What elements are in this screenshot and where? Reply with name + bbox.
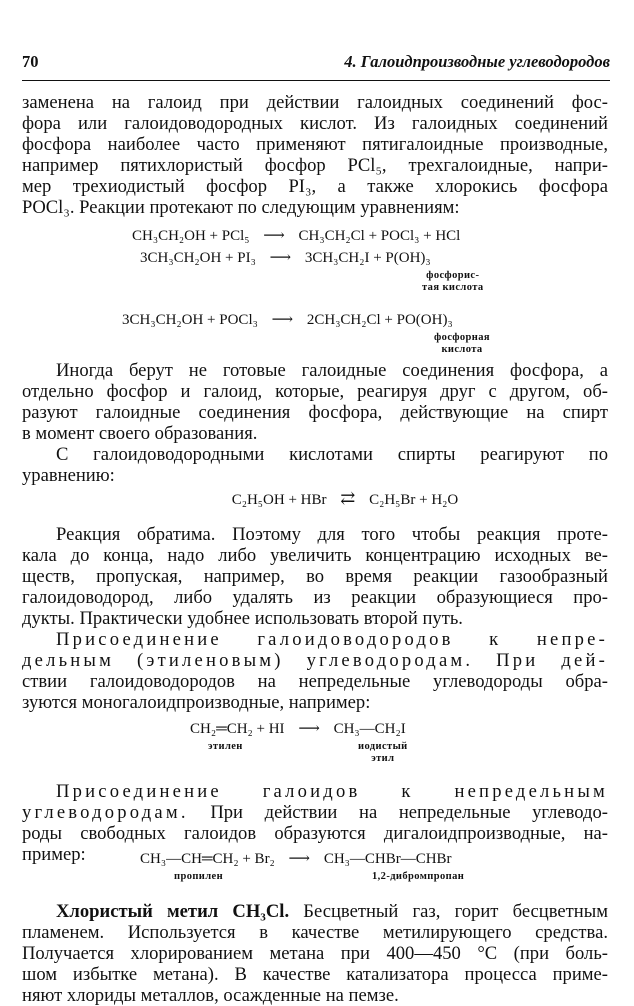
equation-left: CH₃—CH═CH₂ + Br₂: [140, 851, 275, 867]
note-ethylene: этилен: [208, 741, 243, 752]
running-title: 4. Галоидпроизводные углеводородов: [344, 52, 610, 71]
reaction-arrow: ⟶: [269, 250, 292, 266]
note-phosphorous-acid: фосфорис- тая кислота: [422, 270, 484, 293]
text-line: дукты. Практически удобнее использовать второй путь.: [22, 608, 463, 629]
text-line: [22, 901, 608, 922]
equation-propylene: [140, 849, 452, 869]
page-number: 70: [22, 52, 39, 71]
text-line: галоидоводород, либо удалять из реакции образующиеся про-: [22, 587, 608, 608]
paragraph-sometimes: [22, 360, 608, 444]
text-line: зуются моногалоидпроизводные, например:: [22, 692, 371, 713]
equation-hbr: [22, 488, 608, 510]
text-line: Реакция обратима. Поэтому для того чтобы реакция проте-: [56, 524, 608, 545]
equation-left: CH₂═CH₂ + HI: [190, 721, 285, 737]
spaced-heading-line: дельным (этиленовым) углеводородам. При дей-: [22, 650, 608, 671]
propylene-equation-block: [22, 849, 608, 889]
page-body: [22, 92, 608, 1006]
equilibrium-arrow: ⇄: [340, 488, 356, 508]
text-line: ществ, пропуская, например, во время реакции газообразный: [22, 566, 608, 587]
text-line: пример:: [22, 844, 86, 865]
header-rule: [22, 80, 610, 81]
equation-left: 3CH₃CH₂OH + PI₃: [140, 250, 256, 266]
text-part: Бесцветный газ, горит бесцветным: [289, 901, 608, 922]
text-line: отдельно фосфор и галоид, которые, реагируя друг с другом, об-: [22, 381, 608, 402]
paragraph-methyl-chloride: [22, 901, 608, 1006]
equation-left: C₂H₅OH + HBr: [231, 492, 327, 508]
spaced-heading-line: Присоединение галоидов к непредельным: [56, 781, 608, 802]
equation-left: 3CH₃CH₂OH + POCl₃: [122, 312, 258, 328]
equation-right: 2CH₃CH₂Cl + PO(OH)₃: [306, 312, 453, 328]
section-heading: Хлористый метил CH₃Cl.: [56, 901, 290, 922]
note-propylene: пропилен: [174, 871, 224, 882]
equation-pocl3: [122, 310, 453, 330]
text-line: уравнению:: [22, 465, 115, 486]
text-part: При действии на непредельные углеводо-: [188, 802, 608, 823]
note-ethyl-iodide: иодистый этил: [358, 741, 408, 764]
equation-left: CH₃CH₂OH + PCl₅: [132, 228, 250, 244]
spaced-heading-part: углеводородам.: [22, 802, 189, 823]
ethylene-equation-block: [22, 719, 608, 771]
equation-right: CH₃—CH₂I: [333, 721, 406, 737]
equation-right: C₂H₅Br + H₂O: [369, 492, 459, 508]
note-dibromopropane: 1,2-дибромпропан: [372, 871, 465, 882]
spaced-heading-line: Присоединение галоидоводородов к непре-: [56, 629, 608, 650]
text-line: шом избытке метана). В качестве катализатора процесса приме-: [22, 964, 608, 985]
reaction-arrow: ⟶: [263, 228, 285, 244]
text-line: мер трехиодистый фосфор PI₃, а также хлорокись фосфора: [22, 176, 608, 197]
text-line: заменена на галоид при действии галоидных соединений фос-: [22, 92, 608, 113]
text-line: няют хлориды металлов, осажденные на пемзе.: [22, 985, 399, 1006]
equation-pcl5: [132, 226, 460, 246]
reaction-arrow: ⟶: [271, 312, 294, 328]
text-line: Получается хлорированием метана при 400—450 °C (при боль-: [22, 943, 608, 964]
text-line: ствии галоидоводородов на непредельные углеводороды обра-: [22, 671, 608, 692]
text-line: пламенем. Используется в качестве метилирующего средства.: [22, 922, 608, 943]
text-line: например пятихлористый фосфор PCl₅, трехгалоидные, напри-: [22, 155, 608, 176]
reaction-arrow: ⟶: [298, 721, 320, 737]
text-line: кала до конца, надо либо увеличить концентрацию исходных ве-: [22, 545, 608, 566]
text-line: фосфора наиболее часто применяют пятигалоидные производные,: [22, 134, 608, 155]
text-line: фора или галоидоводородных кислот. Из галоидных соединений: [22, 113, 608, 134]
equation-right: CH₃CH₂Cl + POCl₃ + HCl: [298, 228, 461, 244]
text-line: роды свободных галоидов образуются дигалоидпроизводные, на-: [22, 823, 608, 844]
text-line: в момент своего образования.: [22, 423, 258, 444]
text-line: С галоидоводородными кислотами спирты реагируют по: [56, 444, 608, 465]
intro-paragraph: [22, 92, 608, 218]
text-line: POCl₃. Реакции протекают по следующим уравнениям:: [22, 197, 460, 218]
equation-pi3: [140, 248, 431, 268]
equation-right: 3CH₃CH₂I + P(OH)₃: [304, 250, 431, 266]
text-line: разуют галоидные соединения фосфора, действующие на спирт: [22, 402, 608, 423]
paragraph-addition-hx: [22, 629, 608, 713]
reaction-arrow: ⟶: [288, 851, 311, 867]
equation-ethylene: [190, 719, 406, 739]
text-line: Иногда берут не готовые галоидные соединения фосфора, а: [56, 360, 608, 381]
page-header: [22, 52, 610, 72]
text-line: [22, 802, 608, 823]
paragraph-hbr: [22, 444, 608, 486]
paragraph-reversible: [22, 524, 608, 629]
note-phosphoric-acid: фосфорная кислота: [434, 332, 490, 355]
equation-right: CH₃—CHBr—CHBr: [323, 851, 452, 867]
phosphorus-equations: [22, 226, 608, 356]
